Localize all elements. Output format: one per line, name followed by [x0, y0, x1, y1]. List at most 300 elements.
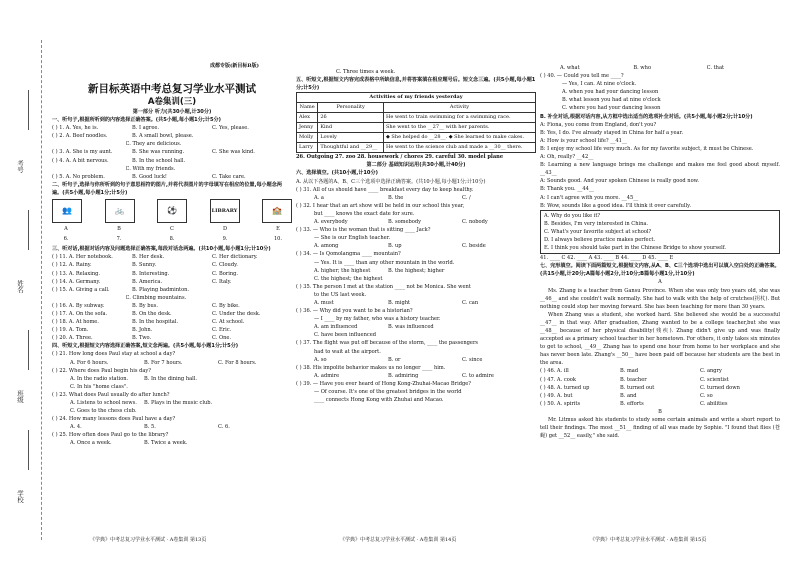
column-1: [52, 60, 292, 448]
option-text: ( ) 49. A. but: [540, 392, 573, 399]
option-text: B. By bus.: [132, 302, 158, 309]
table-head-name: Name: [297, 103, 318, 113]
option-text: — Of course. It's one of the greatest bridges in the world: [314, 389, 462, 395]
exam-no-line: [28, 90, 29, 130]
table-caption: Activities of my friends yesterday: [297, 93, 536, 103]
passage-b-label: B: [658, 408, 662, 415]
question-row: [296, 339, 536, 347]
text-line: A. when you had your dancing lesson: [562, 89, 659, 96]
passage-a-p2: When Zhang was a student, she worked hard. She believed she would be a successful __47__ in that way. After graduation, Zhang wanted to be a college teacher,but she was __48__ because of her physical disability(残疾). Zhang didn't give up and was finally accepted as a primary school teacher in her hometown. For others, it only takes six minutes to get to school, __49__ Zhang has to spend one hour from home to her workplace and she has never been late. Zhang's __50__ have been paid off because her students are the best in the area.: [540, 311, 780, 367]
s1-heading: 一、听句子,根据所听到的内容选择正确答案。(共5小题,每小题1分;计5分): [52, 117, 221, 124]
class-line: [28, 330, 29, 370]
question-row: [52, 132, 292, 140]
option-text: ( ) 36. — Why did you want to be a historian?: [296, 308, 413, 315]
question-row: [296, 202, 536, 210]
picture-letters: [52, 225, 292, 233]
table-head-personality: Personality: [318, 103, 384, 113]
text-line: A: Oh, really? __42__: [540, 154, 594, 161]
question-row: [52, 326, 292, 334]
option-text: C. scientist: [700, 376, 729, 383]
text-line: ( ) 40. — Could you tell me ____?: [540, 73, 624, 80]
option-text: A. Listens to school news.: [70, 400, 137, 406]
question-row: [52, 407, 292, 415]
question-row: [296, 259, 536, 267]
option-text: C. Climbing mountains.: [125, 294, 187, 301]
question-row: [52, 278, 292, 286]
question-row: [52, 431, 292, 439]
option-text: ( ) 38. His impolite behavior makes us no longer ____ him.: [296, 364, 446, 371]
option-text: ( ) 20. A. Three.: [52, 335, 93, 342]
option-text: C. At school.: [212, 319, 245, 326]
s3-heading: 三、听对话,根据对话内容及问题选择正确答案,每段对话念两遍。(共10小题,每小题1分;计10分): [52, 246, 271, 253]
option-text: C. abilities: [700, 400, 728, 407]
option-text: [70, 165, 126, 173]
question-row: [52, 415, 292, 423]
option-text: B. Plays in the music club.: [144, 400, 213, 406]
question-row: [52, 423, 292, 431]
option-text: ( ) 13. A. Relaxing.: [52, 270, 101, 277]
option-text: but ____ knows the exact date for sure.: [314, 210, 415, 217]
option-text: [218, 439, 292, 447]
question-row: [52, 253, 292, 261]
question-row: [52, 148, 292, 156]
option-text: B. and: [620, 392, 637, 399]
option-text: B. I agree.: [132, 125, 159, 132]
part1-heading: 第一部分 听力(共30小题,计30分): [132, 109, 212, 115]
text-line: — Yes, I can. At nine o'clock.: [562, 81, 637, 88]
text-line: B: Thank you. __44__: [540, 186, 594, 193]
question-row: [52, 318, 292, 326]
text-line: D. I always believe practice makes perfect.: [544, 236, 656, 243]
option-text: ( ) 3. A. She is my aunt.: [52, 149, 113, 156]
option-text: C. Eric.: [212, 327, 232, 334]
table-row: [297, 143, 536, 153]
option-text: B. Two.: [132, 335, 152, 342]
option-text: [212, 157, 292, 165]
footer-page-13: 《学典》中考总复习学业水平测试 · A卷集训 第13页: [90, 537, 207, 543]
table-cell: He went to train swimming for a swimming race.: [384, 113, 536, 123]
option-text: C. /: [462, 194, 471, 201]
q40: [540, 72, 780, 112]
option-text: B. John.: [132, 327, 153, 334]
s6-subheading: A. 从以下各题的A、B、C三个选项中选择正确答案。(共10小题,每小题1分;计10分): [296, 178, 486, 185]
question-row: [296, 283, 536, 291]
table-cell: Lovely: [318, 133, 384, 143]
question-row: [296, 186, 536, 194]
text-line: B: Wow, sounds like a good idea. I'll think it over carefully.: [540, 202, 691, 209]
option-text: B. 5.: [144, 424, 156, 431]
option-text: C. Goes to the chess club.: [70, 408, 137, 415]
option-text: C. For 8 hours.: [218, 359, 257, 366]
picture-letter: E: [276, 226, 280, 233]
text-line: B: I enjoy my school life very much. As for my favorite subject, it must be Chinese.: [540, 145, 754, 152]
option-text: C. In his "home class".: [70, 383, 128, 390]
student-info-sidebar: [6, 60, 42, 540]
option-text: ( ) 17. A. On the sofa.: [52, 310, 108, 317]
passage-b-p1: Mr. Litmus asked his students to study some certain animals and write a short report to tell their findings. The most __51__ finding of all was made by Sophie. "I found that flies (苍蝇) get __52__ easily," she said.: [540, 417, 780, 440]
question-row: [296, 299, 536, 307]
picture-row: [52, 199, 292, 223]
option-text: — I ____ by my father, who was a history teacher.: [314, 316, 441, 323]
option-text: ( ) 22. Where does Paul begin his day?: [52, 367, 151, 374]
footer-page-14: 《学典》中考总复习学业水平测试 · A卷集训 第14页: [340, 537, 457, 543]
s6-questions: [296, 186, 536, 405]
question-row: [540, 400, 780, 408]
option-text: C. One.: [212, 335, 232, 342]
picture-letter: D: [222, 226, 228, 233]
option-text: B. turned out: [620, 384, 655, 391]
option-text: ( ) 23. What does Paul usually do after lunch?: [52, 391, 170, 398]
question-row: [52, 286, 292, 294]
question-row: [296, 388, 536, 396]
table-row: [297, 113, 536, 123]
option-text: C. have been influenced: [314, 332, 376, 339]
text-line: B: Yes, I do. I've already stayed in China for half a year.: [540, 129, 684, 136]
option-text: B. teacher: [620, 376, 647, 383]
option-text: A. 4.: [70, 424, 82, 431]
option-text: ( ) 39. — Have you ever heard of Hong Kong-Zhuhai-Macao Bridge?: [296, 380, 471, 387]
option-text: — She is our English teacher.: [314, 235, 391, 242]
table-head-activity: Activity: [384, 103, 536, 113]
option-text: B. mad: [620, 368, 639, 375]
table-cell: 26: [318, 113, 384, 123]
name-label: 姓名: [16, 280, 24, 293]
question-row: [296, 396, 536, 404]
option-text: ( ) 11. A. Her notebook.: [52, 254, 113, 261]
question-row: [52, 165, 292, 173]
question-row: [52, 302, 292, 310]
option-text: B. up: [388, 243, 402, 250]
option-text: to the US last week.: [314, 291, 367, 298]
picture-icon: 👥: [52, 199, 82, 223]
s4-heading: 四、听短文,根据短文内容选择正确答案,短文念两遍。(共5小题,每小题1分;计5分): [52, 343, 239, 350]
picture-letter: A: [64, 226, 68, 233]
option-text: A. a: [314, 194, 324, 201]
question-row: [52, 367, 292, 375]
option-text: ( ) 48. A. turned up: [540, 384, 590, 391]
option-text: B. the highest; higher: [388, 267, 445, 274]
activities-table: [296, 92, 536, 153]
text-line: A. Why do you like it?: [544, 212, 601, 219]
option-text: [212, 286, 292, 294]
question-row: [296, 291, 536, 299]
option-text: ( ) 16. A. By subway.: [52, 302, 105, 309]
option-text: B. On the desk.: [132, 310, 172, 317]
option-text: C. Italy.: [212, 278, 232, 285]
option-text: B. A small bowl, please.: [132, 133, 194, 140]
option-text: ( ) 5. A. No problem.: [52, 173, 105, 180]
q25-option-c: C. Three times a week.: [336, 69, 396, 75]
text-line: A: How is your school life? __41__: [540, 137, 627, 144]
option-text: ( ) 46. A. ill: [540, 368, 569, 375]
option-text: ( ) 32. I hear that an art show will be held in our school this year,: [296, 202, 465, 209]
text-line: A: I can't agree with you more. __45__: [540, 194, 639, 201]
option-text: — Yes. It is ____ than any other mountain in the world.: [314, 259, 455, 266]
text-line: B: Learning a new language brings me challenge and makes me feel good about myself. __43__: [540, 162, 780, 177]
table-row: [297, 133, 536, 143]
option-text: ( ) 35. The person I met at the station ____ not be Monica. She went: [296, 283, 471, 290]
question-row: [52, 439, 292, 447]
school-line: [28, 430, 29, 470]
option-text: ( ) 50. A. spirits: [540, 400, 581, 407]
question-row: [52, 334, 292, 342]
text-line: C. What's your favorite subject at school?: [544, 228, 652, 235]
question-row: [296, 380, 536, 388]
question-row: [296, 348, 536, 356]
binding-line: [41, 40, 42, 540]
option-text: B. the: [388, 194, 404, 201]
option-text: [70, 140, 126, 148]
question-row: [296, 234, 536, 242]
option-text: A. must: [314, 299, 334, 306]
option-text: ____ connects Hong Kong with Zhuhai and Macao.: [314, 397, 444, 404]
option-text: C. Take care.: [212, 173, 246, 180]
option-text: ( ) 19. A. Tom.: [52, 327, 89, 334]
q39-option-b: B. who: [633, 65, 652, 71]
question-row: [296, 372, 536, 380]
table-cell: He went to the science club and made a __30__ there.: [384, 143, 536, 153]
option-text: B. admiring: [388, 372, 419, 379]
option-text: B. In the school hall.: [132, 157, 186, 164]
picture-blanks: [52, 235, 292, 243]
text-line: B. what lesson you had at nine o'clock: [562, 97, 661, 104]
option-text: C. By bike.: [212, 302, 240, 309]
question-row: [540, 392, 780, 400]
question-row: [296, 364, 536, 372]
option-text: C. the highest; the highest: [314, 275, 383, 282]
option-text: B. or: [388, 356, 401, 363]
text-line: A: Fiona, you come from England, don't you?: [540, 121, 657, 128]
option-text: [212, 132, 292, 140]
question-row: [52, 375, 292, 383]
picture-icon: ⚽: [157, 199, 187, 223]
table-cell: Molly: [297, 133, 318, 143]
question-row: [296, 218, 536, 226]
question-row: [52, 140, 292, 148]
option-text: B. In the hospital.: [132, 319, 179, 326]
option-text: C. nobody: [462, 219, 488, 226]
option-text: [462, 267, 536, 275]
option-text: ( ) 33. — Who is the woman that is sitting ____ Jack?: [296, 227, 431, 234]
s6-heading: 六、选择填空。(共10小题,计10分): [296, 170, 378, 177]
question-row: [540, 376, 780, 384]
option-text: C. beside: [462, 243, 486, 250]
picture-icon: 🚲: [105, 199, 135, 223]
question-row: [52, 261, 292, 269]
option-text: C. can: [462, 299, 479, 306]
option-text: B. Interesting.: [132, 270, 170, 277]
question-row: [296, 315, 536, 323]
s7-heading: 七、完形填空。阅读下面两篇短文,根据短文内容,从A、B、C三个选项中选出可以填入空白处的正确答案。(共15小题,计20分;A篇每小题2分,计10分;B篇每小题1分,计10分): [540, 263, 780, 278]
picture-blank: 6.: [63, 236, 69, 243]
s3-questions: [52, 253, 292, 342]
option-text: B. Her desk.: [132, 254, 165, 261]
option-text: C. turned down: [700, 384, 740, 391]
picture-blank: 8.: [169, 236, 175, 243]
option-text: A. In the radio station.: [70, 375, 129, 382]
question-row: [52, 399, 292, 407]
table-cell: Thoughtful and __29__: [318, 143, 384, 153]
option-text: [218, 399, 292, 407]
q39-option-a: A. what: [560, 65, 580, 71]
question-row: [52, 270, 292, 278]
option-text: A. admire: [314, 372, 340, 379]
option-text: A. higher; the highest: [314, 267, 371, 274]
table-cell: Alex: [297, 113, 318, 123]
s5-heading: 五、听短文,根据短文内容完成表格中所缺信息,并将答案填在相应题号后。短文念三遍。(共5小题,每小题1分;计5分): [296, 77, 536, 92]
option-text: B. America.: [132, 278, 163, 285]
table-cell: She went to the __27__ with her parents.: [384, 123, 536, 133]
option-text: A. Once a week.: [70, 440, 112, 447]
exam-no-label: 考号: [16, 160, 24, 173]
option-text: B. For 7 hours.: [144, 359, 183, 366]
table-row: [297, 123, 536, 133]
option-text: ( ) 34. — Is Qomolangma ____ mountain?: [296, 251, 401, 258]
option-text: C. Her dictionary.: [212, 254, 258, 261]
text-line: C. where you had your dancing lesson: [562, 105, 661, 112]
option-text: B. She was running.: [132, 149, 185, 156]
text-line: A: Sounds good. And your spoken Chinese is really good now.: [540, 178, 700, 185]
school-label: 学校: [16, 490, 24, 503]
text-line: E. I think you should take part in the Chinese Bridge to show yourself.: [544, 245, 727, 252]
table-cell: ◆ She helped do __28__. ◆ She learned to make cakes.: [384, 133, 536, 143]
options-box: [540, 210, 780, 254]
passage-a-p1: Ms. Zhang is a teacher from Gansu Province. When she was only two years old, she was __46__ and she couldn't walk normally. She had to walk with the help of crutches(拐杖). But nothing could stop her moving forward. She has been teaching for more than 30 years.: [540, 287, 780, 310]
class-label: 班级: [16, 390, 24, 403]
option-text: B. efforts: [620, 400, 644, 407]
question-row: [52, 383, 292, 391]
question-row: [52, 359, 292, 367]
exam-subtitle: A卷集训(三): [147, 97, 197, 107]
table-answers: 26. Outgoing 27. zoo 28. housework / chores 29. careful 30. model plane: [296, 154, 504, 161]
option-text: C. since: [462, 356, 483, 363]
sB-heading: B. 补全对话,根据对话内容,从方框中选出适当的选项补全对话。(共5小题,每小题2分;计10分): [540, 113, 753, 120]
option-text: B. Good luck!: [132, 173, 167, 180]
option-text: ( ) 12. A. Rainy.: [52, 262, 92, 269]
option-text: ( ) 18. A. At home.: [52, 319, 99, 326]
picture-letter: C: [170, 226, 174, 233]
question-row: [52, 391, 292, 399]
picture-blank: 7.: [116, 236, 122, 243]
question-row: [296, 210, 536, 218]
question-row: [52, 350, 292, 358]
option-text: ( ) 37. The flight was put off because of the storm, ____ the passengers: [296, 340, 478, 347]
option-text: ( ) 31. All of us should have ____ breakfast every day to keep healthy.: [296, 186, 474, 193]
option-text: had to wait at the airport.: [314, 348, 381, 355]
question-row: [296, 331, 536, 339]
question-row: [296, 307, 536, 315]
picture-icon: LIBRARY: [210, 199, 240, 223]
question-row: [296, 226, 536, 234]
table-cell: Jenny: [297, 123, 318, 133]
option-text: [462, 323, 536, 331]
option-text: ( ) 14. A. Germany.: [52, 278, 101, 285]
question-row: [296, 323, 536, 331]
option-text: ( ) 2. A. Beef noodles.: [52, 133, 108, 140]
option-text: ( ) 15. A. Giving a call.: [52, 286, 110, 293]
option-text: C. With my friends.: [125, 165, 176, 172]
question-row: [296, 275, 536, 283]
option-text: C. so: [700, 392, 713, 399]
option-text: B. Twice a week.: [144, 440, 188, 447]
option-text: B. was influenced: [388, 324, 434, 331]
option-text: C. Cloudy.: [212, 262, 238, 269]
dialog: [540, 121, 780, 210]
name-line: [28, 210, 29, 250]
dialog-blanks: 41. ____ C 42. ____ A 43. ____ B 44. ____ D 45. ____ E: [540, 255, 674, 262]
option-text: B. somebody: [388, 219, 421, 226]
option-text: A. everybody: [314, 219, 348, 226]
option-text: ( ) 4. A. A bit nervous.: [52, 157, 109, 164]
option-text: C. Yes, please.: [212, 125, 249, 132]
option-text: ( ) 24. How many lessons does Paul have a day?: [52, 416, 176, 423]
option-text: ( ) 1. A. Yes, he is.: [52, 125, 99, 132]
option-text: A. For 6 hours.: [70, 359, 109, 366]
question-row: [296, 242, 536, 250]
option-text: C. to admire: [462, 372, 494, 379]
picture-letter: B: [117, 226, 121, 233]
option-text: A. among: [314, 243, 339, 250]
s4-questions: [52, 350, 292, 447]
question-row: [52, 310, 292, 318]
column-3: [540, 64, 780, 440]
option-text: A. am influenced: [314, 324, 358, 331]
option-text: B. Playing badminton.: [132, 286, 190, 293]
question-row: [52, 173, 292, 181]
question-row: [296, 267, 536, 275]
option-text: ( ) 25. How often does Paul go to the library?: [52, 432, 169, 439]
option-text: ( ) 21. How long does Paul stay at school a day?: [52, 351, 176, 358]
q39-option-c: C. that: [706, 65, 725, 71]
option-text: C. 6.: [218, 424, 230, 431]
option-text: B. In the dining hall.: [144, 375, 198, 382]
option-text: B. Sunny.: [132, 262, 157, 269]
question-row: [540, 367, 780, 375]
option-text: [70, 294, 126, 302]
option-text: C. They are delicious.: [125, 141, 182, 148]
option-text: [218, 375, 292, 383]
s2-heading: 二、听句子,选择与你所听到的句子意思相符的图片,并将代表图片的字母填写在相应的位置,每小题念两遍。(共5小题,每小题1分;计5分): [52, 181, 282, 196]
passage-a-label: A: [658, 279, 662, 286]
question-row: [52, 157, 292, 165]
picture-blank: 10.: [273, 236, 283, 243]
picture-blank: 9.: [222, 236, 228, 243]
part2-heading: 第二部分 基础知识运用(共30小题,计40分): [366, 162, 466, 169]
table-cell: Larry: [297, 143, 318, 153]
option-text: B. might: [388, 299, 411, 306]
text-line: B. Besides, I'm very interested in China.: [544, 220, 649, 227]
exam-title: 新目标英语中考总复习学业水平测试: [88, 83, 256, 95]
s1-questions: [52, 124, 292, 181]
option-text: C. angry: [700, 368, 722, 375]
brand-label: 成都专版(新目标B版): [210, 63, 259, 69]
question-row: [540, 384, 780, 392]
option-text: C. Boring.: [212, 270, 238, 277]
passage-a-options: [540, 367, 780, 407]
column-2: [296, 68, 536, 404]
question-row: [52, 124, 292, 132]
option-text: C. Under the desk.: [212, 310, 261, 317]
question-row: [296, 250, 536, 258]
table-cell: Kind: [318, 123, 384, 133]
footer-page-15: 《学典》中考总复习学业水平测试 · A卷集训 第15页: [590, 537, 707, 543]
option-text: ( ) 47. A. cook: [540, 376, 576, 383]
question-row: [296, 194, 536, 202]
option-text: A. so: [314, 356, 327, 363]
picture-icon: 🏫: [262, 199, 292, 223]
option-text: C. She was kind.: [212, 149, 255, 156]
question-row: [52, 294, 292, 302]
